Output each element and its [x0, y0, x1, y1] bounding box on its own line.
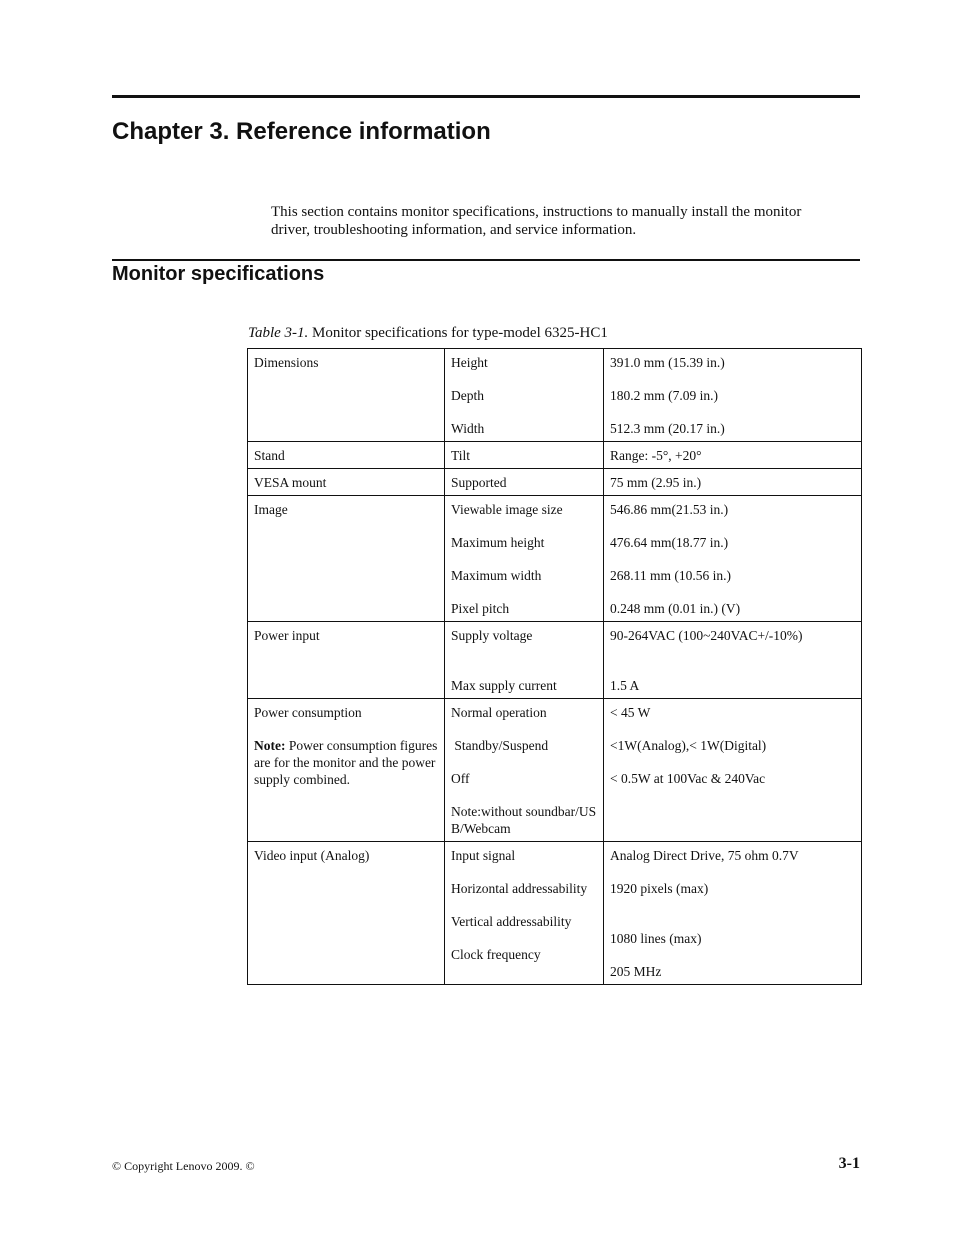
category-label: Power consumption [254, 705, 362, 720]
item-label: Note:without soundbar/USB/Webcam [451, 804, 597, 836]
intro-paragraph: This section contains monitor specifications, instructions to manually install the monitor driver, troubleshooting information, and service information. [271, 204, 802, 238]
row-category [248, 496, 445, 622]
row-items [445, 842, 604, 985]
table-row [248, 496, 862, 622]
category-label: Image [254, 502, 288, 517]
value-label: 1080 lines (max) [610, 931, 702, 946]
item-label: Off [451, 771, 470, 786]
value-label: Analog Direct Drive, 75 ohm 0.7V [610, 848, 799, 863]
row-items [445, 442, 604, 469]
item-label: Max supply current [451, 678, 557, 693]
row-category [248, 349, 445, 442]
footer-copyright: © Copyright Lenovo 2009. © [112, 1159, 255, 1173]
table-row [248, 442, 862, 469]
item-label: Width [451, 421, 485, 436]
item-label: Supply voltage [451, 628, 533, 643]
row-values [604, 699, 862, 842]
item-label: Pixel pitch [451, 601, 510, 616]
item-label: Depth [451, 388, 484, 403]
value-label: 180.2 mm (7.09 in.) [610, 388, 718, 403]
table-caption-text: Monitor specifications for type-model 6325-HC1 [308, 325, 608, 341]
value-label: < 0.5W at 100Vac & 240Vac [610, 771, 766, 786]
table-caption [248, 325, 608, 342]
item-label: Vertical addressability [451, 914, 572, 929]
section-title: Monitor specifications [112, 263, 325, 285]
category-label: Power input [254, 628, 320, 643]
table-row [248, 842, 862, 985]
item-label: Tilt [451, 448, 471, 463]
value-label: 476.64 mm(18.77 in.) [610, 535, 729, 550]
row-items [445, 349, 604, 442]
category-label: Dimensions [254, 355, 319, 370]
row-category [248, 622, 445, 699]
note-text: Power consumption figures are for the monitor and the power supply combined. [254, 738, 438, 787]
page-number: 3-1 [838, 1155, 860, 1172]
row-values [604, 842, 862, 985]
row-category [248, 469, 445, 496]
value-label: 90-264VAC (100~240VAC+/-10%) [610, 628, 803, 643]
item-label: Normal operation [451, 705, 547, 720]
note-label: Note: [254, 738, 286, 753]
item-label: Standby/Suspend [451, 738, 549, 753]
value-label: 268.11 mm (10.56 in.) [610, 568, 731, 583]
item-label: Viewable image size [451, 502, 563, 517]
value-label: Range: -5°, +20° [610, 448, 702, 463]
row-category [248, 442, 445, 469]
table-row [248, 469, 862, 496]
value-label: 75 mm (2.95 in.) [610, 475, 702, 490]
row-values [604, 349, 862, 442]
chapter-rule [112, 95, 860, 98]
value-label: 391.0 mm (15.39 in.) [610, 355, 725, 370]
item-label: Maximum width [451, 568, 542, 583]
value-label: 0.248 mm (0.01 in.) (V) [610, 601, 741, 616]
category-label: VESA mount [254, 475, 327, 490]
section-rule [112, 259, 860, 261]
item-label: Maximum height [451, 535, 545, 550]
chapter-title: Chapter 3. Reference information [112, 118, 491, 145]
value-label: <1W(Analog),< 1W(Digital) [610, 738, 767, 753]
item-label: Clock frequency [451, 947, 541, 962]
row-values [604, 496, 862, 622]
row-items [445, 496, 604, 622]
value-label: 512.3 mm (20.17 in.) [610, 421, 725, 436]
table-row [248, 699, 862, 842]
row-category [248, 842, 445, 985]
category-label: Video input (Analog) [254, 848, 370, 863]
row-values [604, 622, 862, 699]
value-label: < 45 W [610, 705, 651, 720]
item-label: Height [451, 355, 488, 370]
row-values [604, 469, 862, 496]
value-label: 205 MHz [610, 964, 662, 979]
value-label: 1920 pixels (max) [610, 881, 709, 896]
row-items [445, 622, 604, 699]
item-label: Input signal [451, 848, 516, 863]
row-items [445, 469, 604, 496]
row-category [248, 699, 445, 842]
spec-table [247, 348, 862, 985]
item-label: Supported [451, 475, 507, 490]
item-label: Horizontal addressability [451, 881, 588, 896]
value-label: 546.86 mm(21.53 in.) [610, 502, 729, 517]
table-row [248, 622, 862, 699]
row-items [445, 699, 604, 842]
table-caption-label: Table 3-1. [248, 325, 309, 341]
value-label: 1.5 A [610, 678, 640, 693]
table-row [248, 349, 862, 442]
category-label: Stand [254, 448, 285, 463]
power-note [254, 737, 438, 788]
row-values [604, 442, 862, 469]
